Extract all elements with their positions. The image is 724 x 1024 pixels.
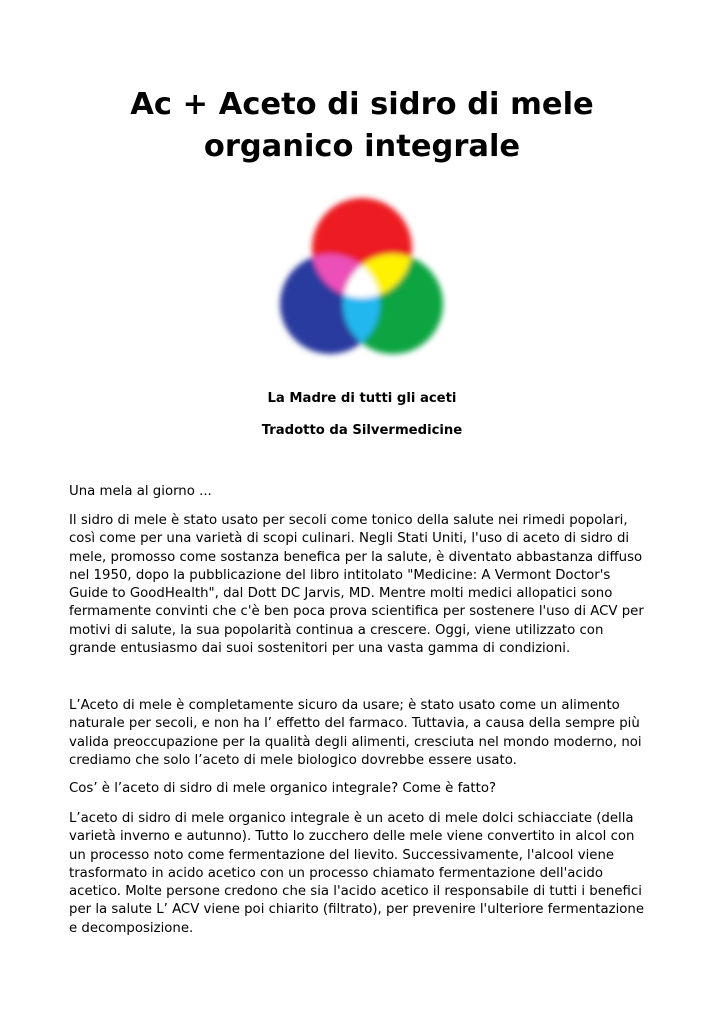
paragraph-line: per la salute L’ ACV viene poi chiarito (filtrato), per prevenire l'ulteriore fermentazione [69, 902, 645, 918]
paragraph-line: Cos’ è l’aceto di sidro di mele organico integrale? Come è fatto? [69, 781, 497, 796]
paragraph-history [69, 512, 659, 658]
paragraph-intro [69, 483, 659, 501]
paragraph-line: Il sidro di mele è stato usato per secoli come tonico della salute nei rimedi popolari, [69, 513, 628, 528]
paragraph-line: Guide to GoodHealth", dal Dott DC Jarvis, MD. Mentre molti medici allopatici sono [69, 586, 613, 602]
title-line-2: organico integrale [203, 129, 521, 164]
rgb-color-circles-icon [262, 186, 462, 372]
title-line-1: Ac + Aceto di sidro di mele [130, 87, 594, 122]
paragraph-line: naturale per secoli, e non ha l’ effetto del farmaco. Tuttavia, a causa della sempre più [69, 716, 640, 732]
paragraph-line: così come per una varietà di scopi culinari. Negli Stati Uniti, l'uso di aceto di sidro di [69, 531, 630, 547]
paragraph-line: valida preoccupazione per la qualità degli alimenti, cresciuta nel mondo moderno, noi [69, 734, 642, 750]
paragraph-line: fermamente convinti che c'è ben poca prova scientifica per sostenere l'uso di ACV per [69, 604, 644, 620]
document-title [60, 84, 664, 168]
paragraph-safety [69, 697, 659, 770]
paragraph-line: crediamo che solo l’aceto di mele biologico dovrebbe essere usato. [69, 752, 517, 768]
paragraph-line: un processo noto come fermentazione del lievito. Successivamente, l'alcool viene [69, 847, 615, 863]
paragraph-line: varietà inverno e autunno). Tutto lo zucchero delle mele viene convertito in alcol con [69, 829, 635, 845]
paragraph-line: trasformato in acido acetico con un processo chiamato fermentazione dell'acido [69, 865, 603, 881]
paragraph-line: L’Aceto di mele è completamente sicuro da usare; è stato usato come un alimento [69, 698, 620, 713]
paragraph-line: Una mela al giorno ... [69, 484, 212, 499]
paragraph-line: L’aceto di sidro di mele organico integrale è un aceto di mele dolci schiacciate (della [69, 811, 634, 826]
document-subtitle: La Madre di tutti gli aceti [267, 391, 457, 406]
paragraph-line: grande entusiasmo dai suoi sostenitori per una vasta gamma di condizioni. [69, 641, 571, 657]
translation-credit: Tradotto da Silvermedicine [261, 423, 463, 438]
paragraph-line: motivi di salute, la sua popolarità continua a crescere. Oggi, viene utilizzato con [69, 622, 604, 638]
paragraph-question [69, 780, 659, 798]
paragraph-process [69, 810, 659, 938]
paragraph-line: mele, promosso come sostanza benefica per la salute, è diventato abbastanza diffuso [69, 549, 643, 565]
paragraph-line: acetico. Molte persone credono che sia l'acido acetico il responsabile di tutti i benefici [69, 884, 642, 900]
paragraph-line: e decomposizione. [69, 920, 194, 936]
paragraph-line: nel 1950, dopo la pubblicazione del libro intitolato "Medicine: A Vermont Doctor's [69, 567, 611, 583]
